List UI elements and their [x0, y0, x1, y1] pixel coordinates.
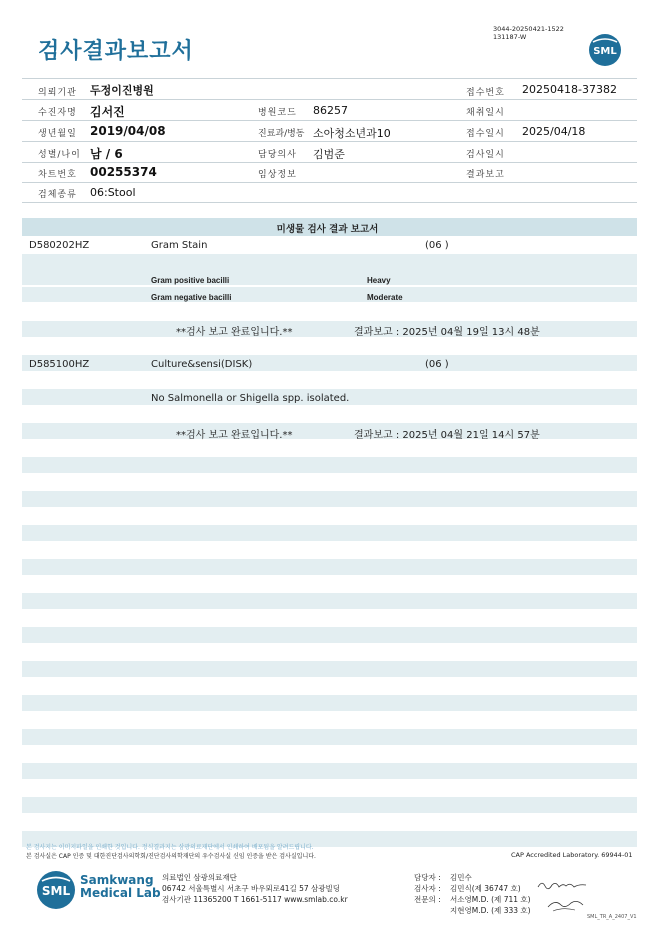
- form-code: SML_TR_A_2407_V1: [587, 914, 637, 920]
- info-bottom-line: [22, 202, 637, 203]
- stripe-band: [22, 797, 637, 813]
- test2-result: No Salmonella or Shigella spp. isolated.: [151, 393, 350, 404]
- specimen-value: 06:Stool: [90, 186, 136, 199]
- cap-accreditation: CAP Accredited Laboratory. 69944-01: [511, 851, 633, 859]
- sex-age-value: 남 / 6: [90, 147, 123, 161]
- staff-label: 담당자 :: [414, 873, 441, 882]
- samkwang-logo-icon: [36, 870, 76, 910]
- tester-signature-icon: [536, 878, 588, 892]
- samkwang-logo-text: SML: [41, 884, 71, 898]
- stripe-band: [22, 287, 637, 302]
- test2-name: Culture&sensi(DISK): [151, 359, 253, 370]
- stripe-band: [22, 423, 637, 439]
- hospital-code-label: 병원코드: [258, 108, 297, 118]
- test2-complete-text: **검사 보고 완료입니다.**: [176, 430, 293, 441]
- test1-spec: (06 ): [425, 240, 449, 251]
- dept-value: 소아청소년과10: [313, 127, 391, 140]
- test1-result2-value: Moderate: [367, 293, 403, 302]
- stripe-band: [22, 661, 637, 677]
- chart-no-value: 00255374: [90, 165, 157, 179]
- reference-number: [493, 25, 564, 41]
- receipt-date-value: 2025/04/18: [522, 125, 586, 138]
- stripe-band: [22, 695, 637, 711]
- stripe-band: [22, 559, 637, 575]
- stripe-band: [22, 491, 637, 507]
- test-date-label: 검사일시: [466, 150, 505, 160]
- wordmark-line-1: Samkwang: [80, 873, 154, 887]
- stripe-band: [22, 525, 637, 541]
- staff-value: 김민수: [450, 873, 472, 882]
- stripe-band: [22, 729, 637, 745]
- reference-line-1: 3044-20250421-1522: [493, 25, 564, 33]
- info-top-line: [22, 78, 637, 79]
- patient-value: 김서진: [90, 105, 125, 119]
- specimen-label: 검체종류: [38, 190, 77, 200]
- info-divider: [22, 141, 637, 142]
- test1-result2-name: Gram negative bacilli: [151, 293, 232, 302]
- test2-code: D585100HZ: [29, 359, 90, 370]
- doctor-value: 김범준: [313, 148, 345, 161]
- info-divider: [22, 120, 637, 121]
- stripe-band: [22, 763, 637, 779]
- receipt-no-label: 접수번호: [466, 88, 505, 98]
- collect-date-label: 채취일시: [466, 108, 505, 118]
- stripe-band: [22, 457, 637, 473]
- reference-line-2: 131187-W: [493, 33, 527, 41]
- report-label: 결과보고: [466, 170, 505, 180]
- stripe-band: [22, 270, 637, 285]
- patient-label: 수진자명: [38, 108, 77, 118]
- info-divider: [22, 99, 637, 100]
- notice-cap-certification: 본 검사실은 CAP 인증 및 대한진단검사의학회/진단검사의학재단의 우수검사실 신임 인증을 받은 검사실입니다.: [26, 853, 316, 860]
- birth-label: 생년월일: [38, 129, 77, 139]
- specialist-signature-icon: [545, 895, 585, 915]
- test1-complete-text: **검사 보고 완료입니다.**: [176, 327, 293, 338]
- specialist-1: 서소영M.D. (제 711 호): [450, 895, 531, 904]
- hospital-code-value: 86257: [313, 104, 348, 117]
- clinical-label: 임상정보: [258, 170, 297, 180]
- test1-result1-value: Heavy: [367, 276, 391, 285]
- test2-spec: (06 ): [425, 359, 449, 370]
- receipt-no-value: 20250418-37382: [522, 83, 617, 96]
- receipt-date-label: 접수일시: [466, 129, 505, 139]
- stripe-band: [22, 254, 637, 270]
- sex-age-label: 성별/나이: [38, 150, 81, 160]
- sml-logo-icon: [588, 33, 622, 67]
- stripe-band: [22, 355, 637, 371]
- dept-label: 진료과/병동: [258, 129, 305, 139]
- stripe-band: [22, 627, 637, 643]
- info-divider: [22, 162, 637, 163]
- wordmark-line-2: Medical Lab: [80, 886, 161, 900]
- tester-label: 검사자 :: [414, 884, 441, 893]
- institution-label: 의뢰기관: [38, 88, 77, 98]
- test1-name: Gram Stain: [151, 240, 208, 251]
- section-title: 미생물 검사 결과 보고서: [276, 224, 379, 235]
- doctor-label: 담당의사: [258, 150, 297, 160]
- info-divider: [22, 182, 637, 183]
- chart-no-label: 차트번호: [38, 170, 77, 180]
- org-name: 의료법인 삼광의료재단: [162, 873, 237, 882]
- birth-value: 2019/04/08: [90, 124, 166, 138]
- samkwang-wordmark: [80, 874, 161, 900]
- stripe-band: [22, 321, 637, 337]
- specialist-label: 전문의 :: [414, 895, 441, 904]
- sml-logo-text: SML: [593, 46, 617, 57]
- stripe-band: [22, 593, 637, 609]
- test1-result1-name: Gram positive bacilli: [151, 276, 230, 285]
- org-contact: 검사기관 11365200 T 1661-5117 www.smlab.co.kr: [162, 895, 348, 904]
- institution-value: 두정이진병원: [90, 84, 154, 97]
- specialist-2: 지현영M.D. (제 333 호): [450, 906, 531, 915]
- tester-value: 김민식(제 36747 호): [450, 884, 521, 893]
- page-title: 검사결과보고서: [38, 39, 194, 64]
- org-address: 06742 서울특별시 서초구 바우뫼로41길 57 삼광빌딩: [162, 884, 341, 893]
- test1-code: D580202HZ: [29, 240, 90, 251]
- notice-image-copy: 본 검사지는 이미지파일을 인쇄한 것입니다. 정식결과지는 삼광의료재단에서 인쇄하여 배포됨을 알려드립니다.: [26, 844, 314, 851]
- test2-report-date: 결과보고 : 2025년 04월 21일 14시 57분: [354, 430, 540, 441]
- test1-report-date: 결과보고 : 2025년 04월 19일 13시 48분: [354, 327, 540, 338]
